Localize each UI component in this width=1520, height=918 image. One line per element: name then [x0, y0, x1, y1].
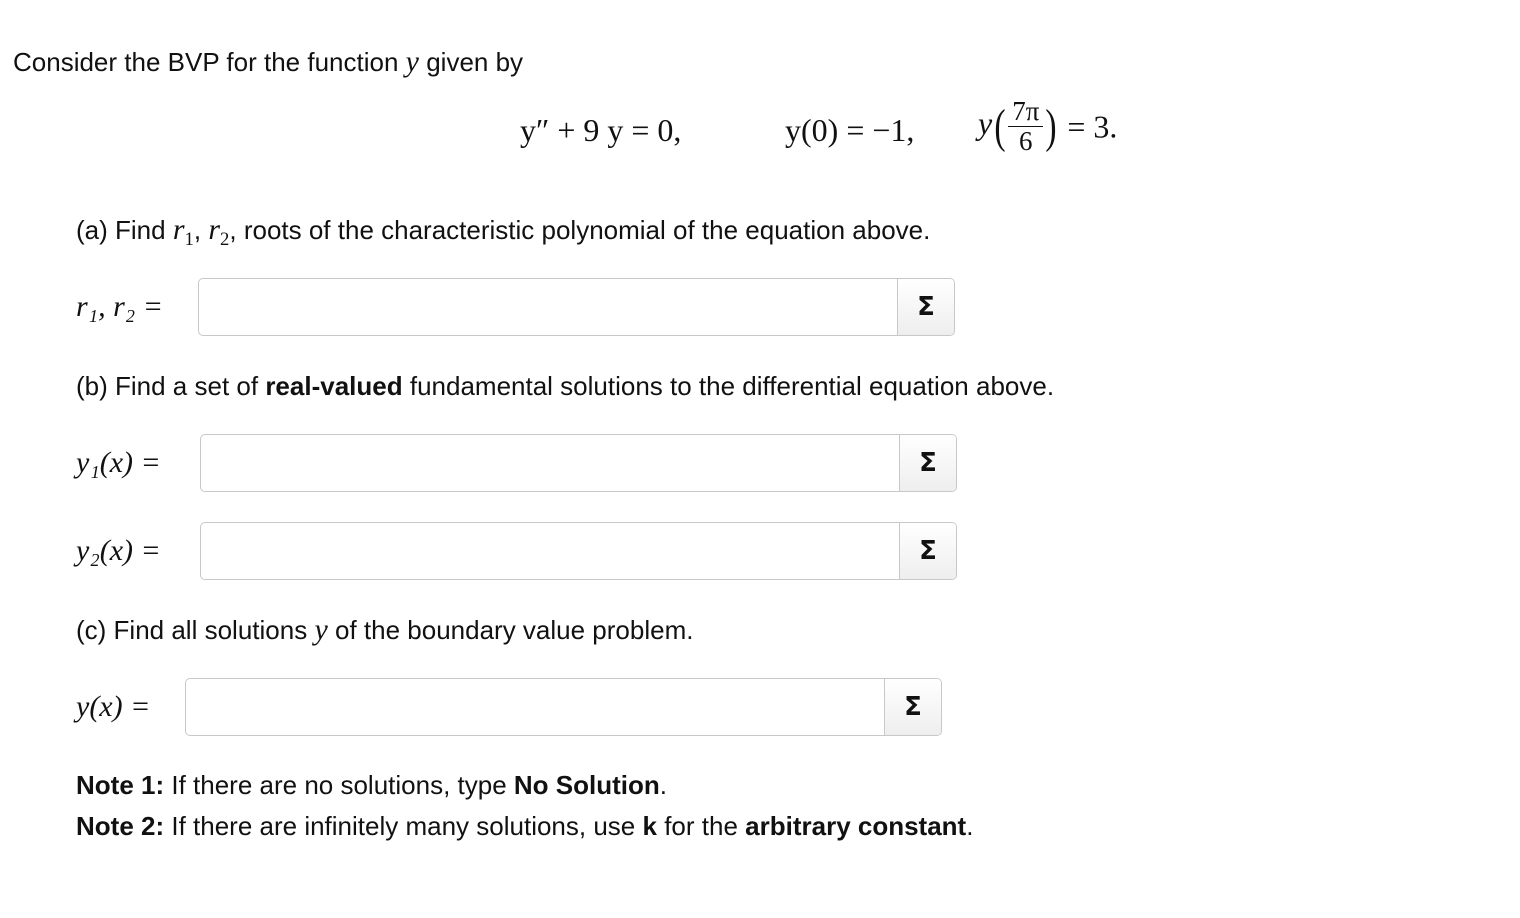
- boundary-condition-2: [978, 98, 1117, 155]
- intro-text: [13, 47, 523, 77]
- y2-input[interactable]: [201, 523, 899, 579]
- intro-text-before: Consider the BVP for the function: [13, 47, 399, 77]
- part-a-prompt: (a) Find $r_1$, $r_2$, roots of the characteristic polynomial of the equation above.: [76, 213, 931, 250]
- y1-label: y₁(x) =: [76, 446, 161, 479]
- intro-var-y: y: [405, 45, 419, 78]
- y1-input[interactable]: [201, 435, 899, 491]
- roots-label: r₁, r₂ =: [76, 290, 163, 323]
- roots-input[interactable]: [199, 279, 897, 335]
- solution-input[interactable]: [186, 679, 884, 735]
- sigma-icon[interactable]: Σ: [897, 279, 954, 335]
- boundary-condition-1: y(0) = −1,: [785, 112, 915, 148]
- bc2-function: y: [978, 104, 993, 141]
- right-paren: ): [1045, 99, 1057, 153]
- solution-answer-field: [185, 678, 942, 736]
- bc2-numerator: 7π: [1008, 98, 1043, 127]
- part-c-prompt: (c) Find all solutions y of the boundary value problem.: [76, 613, 694, 646]
- left-paren: (: [994, 99, 1006, 153]
- yx-label: y(x) =: [76, 690, 151, 723]
- bc2-fraction: [1008, 98, 1043, 155]
- sigma-icon[interactable]: Σ: [899, 435, 956, 491]
- bc2-rhs: = 3.: [1067, 108, 1118, 145]
- note-2: Note 2: If there are infinitely many solutions, use k for the arbitrary constant.: [76, 811, 974, 841]
- part-b-prompt: (b) Find a set of real-valued fundamental solutions to the differential equation above.: [76, 371, 1055, 401]
- sigma-icon[interactable]: Σ: [884, 679, 941, 735]
- intro-text-after: given by: [426, 47, 524, 77]
- y2-label: y₂(x) =: [76, 534, 161, 567]
- y2-answer-field: [200, 522, 957, 580]
- y1-answer-field: [200, 434, 957, 492]
- note-1: Note 1: If there are no solutions, type No Solution.: [76, 770, 667, 800]
- sigma-icon[interactable]: Σ: [899, 523, 956, 579]
- bc2-denominator: 6: [1019, 126, 1033, 156]
- roots-answer-field: [198, 278, 955, 336]
- bvp-equation: [520, 112, 681, 148]
- ode-equation: y″ + 9 y = 0,: [520, 112, 682, 148]
